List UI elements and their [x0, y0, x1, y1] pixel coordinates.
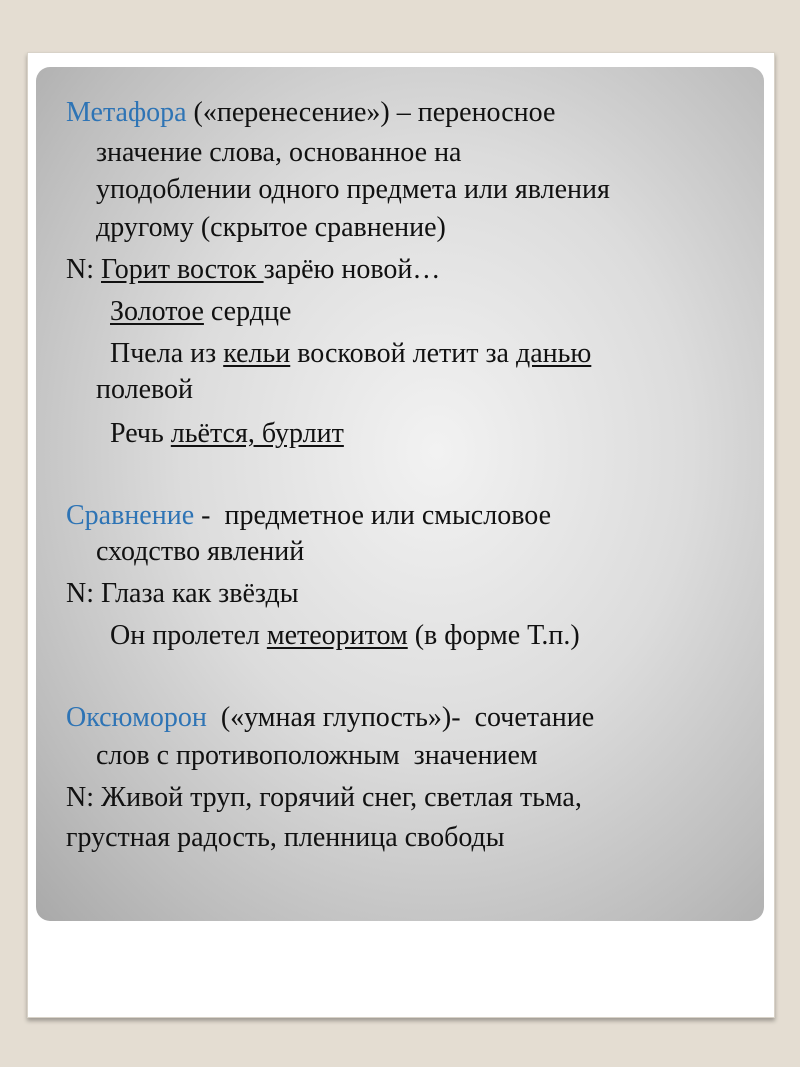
text-segment: Речь	[110, 418, 171, 449]
text-segment: грустная радость, пленница свободы	[66, 822, 505, 853]
text-segment: сердце	[203, 296, 292, 327]
text-segment: N:	[66, 254, 101, 285]
text-line	[96, 212, 446, 244]
text-line	[110, 418, 344, 450]
text-segment: значение слова, основанное на	[96, 137, 462, 168]
text-segment: («умная глупость»)- сочетание	[206, 702, 595, 733]
underlined-example: метеоритом	[266, 620, 408, 651]
text-line	[96, 174, 610, 206]
text-line	[110, 338, 591, 370]
text-line	[66, 702, 594, 734]
text-line	[96, 740, 538, 772]
text-segment: (в форме Т.п.)	[407, 620, 580, 651]
text-line	[66, 254, 440, 286]
text-segment: зарёю новой…	[263, 254, 441, 285]
underlined-example: Горит восток	[101, 254, 264, 285]
text-line	[96, 536, 304, 568]
text-segment: N: Глаза как звёзды	[66, 578, 299, 609]
text-segment: восковой летит за	[290, 338, 516, 369]
term-heading: Метафора	[66, 97, 187, 128]
text-segment: сходство явлений	[96, 536, 305, 567]
text-segment: полевой	[96, 374, 194, 405]
text-segment: - предметное или смысловое	[194, 500, 551, 531]
text-line	[66, 782, 582, 814]
text-line	[96, 137, 461, 169]
text-line	[66, 578, 299, 610]
text-segment: N: Живой труп, горячий снег, светлая тьма,	[66, 782, 582, 813]
text-line	[66, 822, 505, 854]
text-segment: Пчела из	[110, 338, 224, 369]
text-line	[66, 97, 555, 129]
term-heading: Сравнение	[66, 500, 195, 531]
underlined-example: кельи	[223, 338, 291, 369]
text-line	[66, 500, 551, 532]
text-line	[110, 296, 291, 328]
term-heading: Оксюморон	[66, 702, 207, 733]
text-segment: другому (скрытое сравнение)	[96, 212, 446, 243]
text-segment: Он пролетел	[110, 620, 267, 651]
text-line	[96, 374, 193, 406]
text-line	[110, 620, 580, 652]
text-segment: («перенесение») – переносное	[186, 97, 556, 128]
text-segment: слов с противоположным значением	[96, 740, 538, 771]
underlined-example: Золотое	[110, 296, 204, 327]
underlined-example: льётся, бурлит	[170, 418, 344, 449]
underlined-example: данью	[515, 338, 592, 369]
text-segment: уподоблении одного предмета или явления	[96, 174, 610, 205]
